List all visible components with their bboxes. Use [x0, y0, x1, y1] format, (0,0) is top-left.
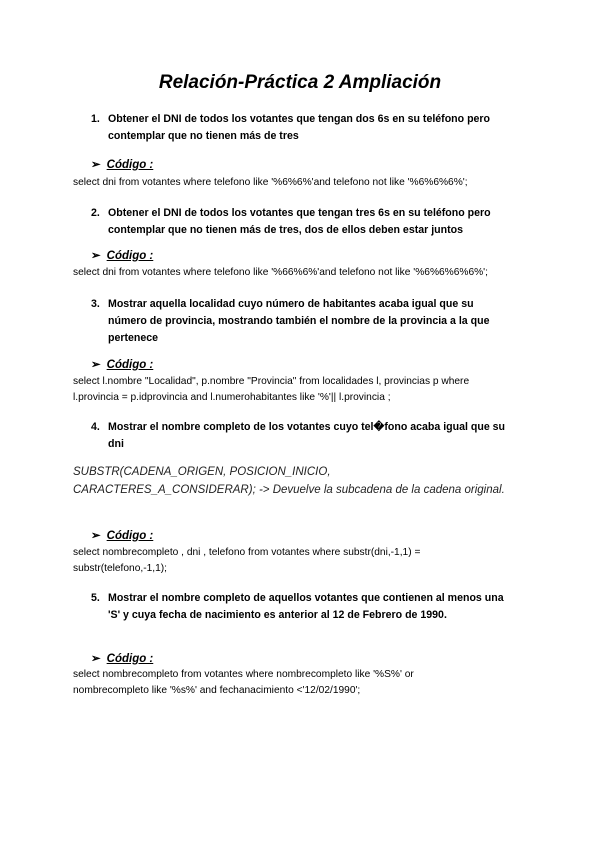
- sql-code: select dni from votantes where telefono like '%6%6%'and telefono not like '%6%6%6%';: [73, 177, 468, 188]
- question-number: 1.: [91, 113, 100, 125]
- code-heading: ➢ Código :: [91, 159, 154, 171]
- question-number: 3.: [91, 298, 100, 310]
- sql-code: select nombrecompleto , dni , telefono from votantes where substr(dni,-1,1) = substr(telefono,-1,1);: [73, 547, 421, 574]
- sql-code: select nombrecompleto from votantes where nombrecompleto like '%S%' or nombrecompleto like '%s%' and fechanacimiento <'12/02/1990';: [73, 669, 414, 696]
- question-number: 5.: [91, 592, 100, 604]
- arrow-icon: ➢: [91, 250, 101, 262]
- sql-code: select dni from votantes where telefono like '%66%6%'and telefono not like '%6%6%6%6%';: [73, 267, 488, 278]
- code-heading: ➢ Código :: [91, 530, 154, 542]
- question-number: 2.: [91, 207, 100, 219]
- code-heading: ➢ Código :: [91, 653, 154, 665]
- arrow-icon: ➢: [91, 653, 101, 665]
- arrow-icon: ➢: [91, 159, 101, 171]
- question-text: Obtener el DNI de todos los votantes que tengan dos 6s en su teléfono pero contemplar que no tienen más de tres: [108, 113, 491, 142]
- arrow-icon: ➢: [91, 530, 101, 542]
- arrow-icon: ➢: [91, 359, 101, 371]
- question-text: Mostrar aquella localidad cuyo número de habitantes acaba igual que su número de provincia, mostrando también el nombre de la provincia a la que pertenece: [108, 298, 490, 344]
- question-text: Mostrar el nombre completo de los votantes cuyo tel�fono acaba igual que su dni: [108, 421, 506, 450]
- function-note: SUBSTR(CADENA_ORIGEN, POSICION_INICIO, CARACTERES_A_CONSIDERAR); -> Devuelve la subcadena de la cadena original.: [73, 466, 505, 496]
- code-heading: ➢ Código :: [91, 359, 154, 371]
- question-text: Obtener el DNI de todos los votantes que tengan tres 6s en su teléfono pero contemplar que no tienen más de tres, dos de ellos deben estar juntos: [108, 207, 491, 236]
- page-title: Relación-Práctica 2 Ampliación: [158, 72, 442, 93]
- sql-code: select l.nombre "Localidad", p.nombre "Provincia" from localidades l, provincias p where l.provincia = p.idprovincia and l.numerohabitantes like '%'|| l.provincia ;: [73, 376, 470, 403]
- code-heading: ➢ Código :: [91, 250, 154, 262]
- question-number: 4.: [91, 421, 100, 433]
- question-text: Mostrar el nombre completo de aquellos votantes que contienen al menos una 'S' y cuya fecha de nacimiento es anterior al 12 de Febrero de 1990.: [108, 592, 504, 621]
